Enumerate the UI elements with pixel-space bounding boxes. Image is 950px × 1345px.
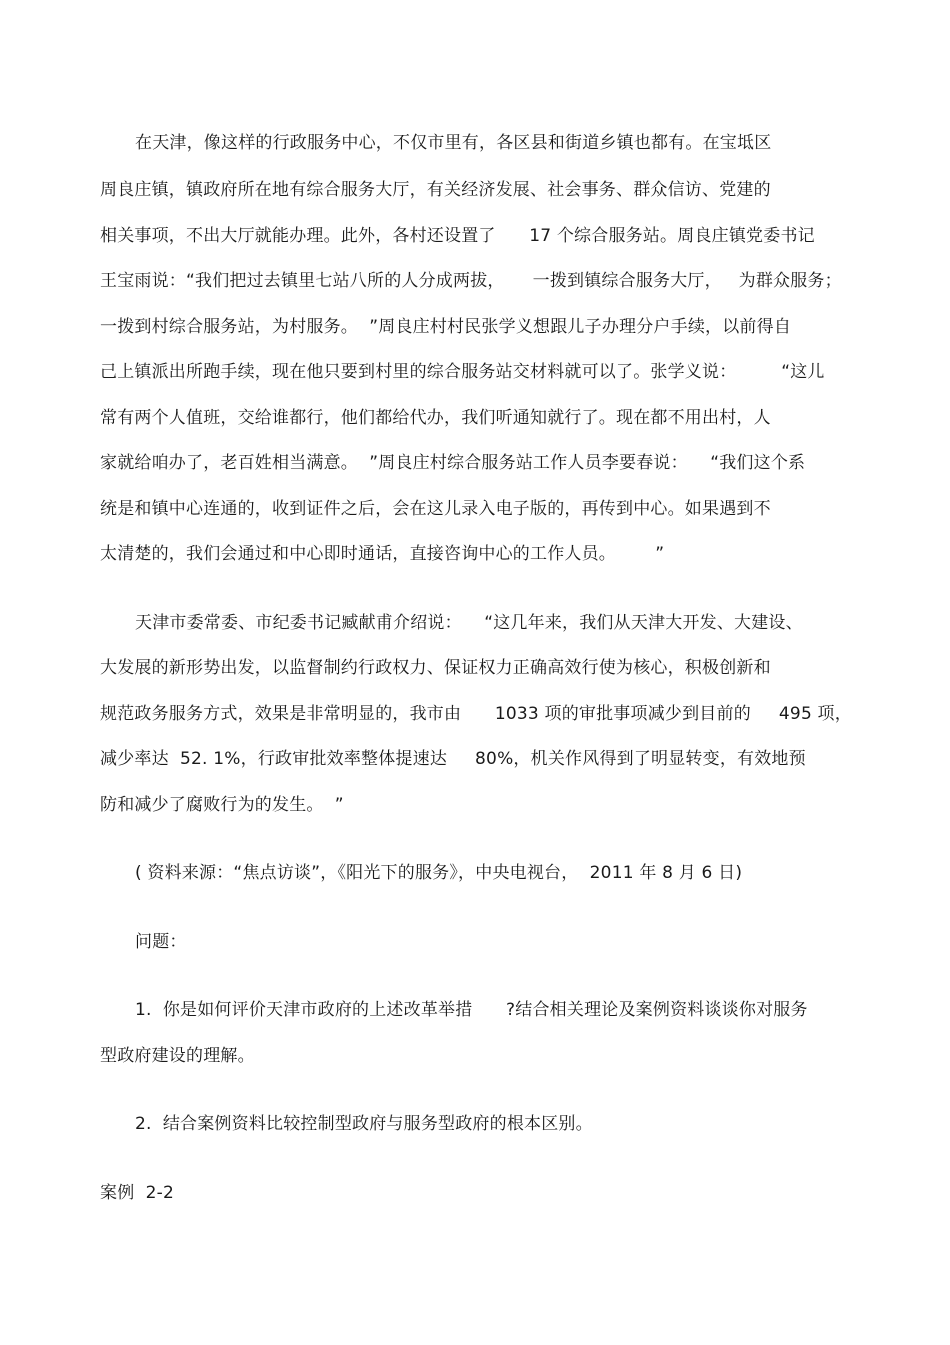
question-1-line-2: 型政府建设的理解。 [100,1046,255,1066]
paragraph-1-line-7: 常有两个人值班，交给谁都行，他们都给代办，我们听通知就行了。现在都不用出村，人 [100,408,771,428]
source-citation: ( 资料来源：“焦点访谈”，《阳光下的服务》，中央电视台， 2011 年 8 月 6 日) [135,863,743,883]
paragraph-1-line-1: 在天津，像这样的行政服务中心，不仅市里有，各区县和街道乡镇也都有。在宝坻区 [135,133,772,153]
paragraph-1-line-9: 统是和镇中心连通的，收到证件之后，会在这儿录入电子版的，再传到中心。如果遇到不 [100,499,771,519]
paragraph-2-line-1: 天津市委常委、市纪委书记臧献甫介绍说： “这几年来，我们从天津大开发、大建设、 [135,613,803,633]
paragraph-2-line-4: 减少率达 52. 1%，行政审批效率整体提速达 80%，机关作风得到了明显转变，有效地预 [100,749,806,769]
questions-heading: 问题： [135,932,187,952]
question-2: 2. 结合案例资料比较控制型政府与服务型政府的根本区别。 [135,1114,593,1134]
paragraph-1-line-4: 王宝雨说：“我们把过去镇里七站八所的人分成两拔， 一拨到镇综合服务大厅， 为群众服务； [100,271,842,291]
case-label: 案例 2-2 [100,1183,174,1203]
paragraph-2-line-2: 大发展的新形势出发，以监督制约行政权力、保证权力正确高效行使为核心，积极创新和 [100,658,771,678]
paragraph-1-line-2: 周良庄镇，镇政府所在地有综合服务大厅，有关经济发展、社会事务、群众信访、党建的 [100,180,771,200]
paragraph-2-line-3: 规范政务服务方式，效果是非常明显的，我市由 1033 项的审批事项减少到目前的 495 项， [100,704,852,724]
paragraph-1-line-3: 相关事项，不出大厅就能办理。此外，各村还设置了 17 个综合服务站。周良庄镇党委书记 [100,226,815,246]
question-1-line-1: 1. 你是如何评价天津市政府的上述改革举措 ?结合相关理论及案例资料谈谈你对服务 [135,1000,808,1020]
paragraph-1-line-10: 太清楚的，我们会通过和中心即时通话，直接咨询中心的工作人员。 ” [100,544,665,564]
paragraph-1-line-8: 家就给咱办了，老百姓相当满意。 ”周良庄村综合服务站工作人员李要春说： “我们这个系 [100,453,806,473]
paragraph-1-line-5: 一拨到村综合服务站，为村服务。 ”周良庄村村民张学义想跟儿子办理分户手续，以前得自 [100,317,792,337]
paragraph-1-line-6: 己上镇派出所跑手续，现在他只要到村里的综合服务站交材料就可以了。张学义说： “这儿 [100,362,825,382]
paragraph-2-line-5: 防和减少了腐败行为的发生。 ” [100,795,344,815]
